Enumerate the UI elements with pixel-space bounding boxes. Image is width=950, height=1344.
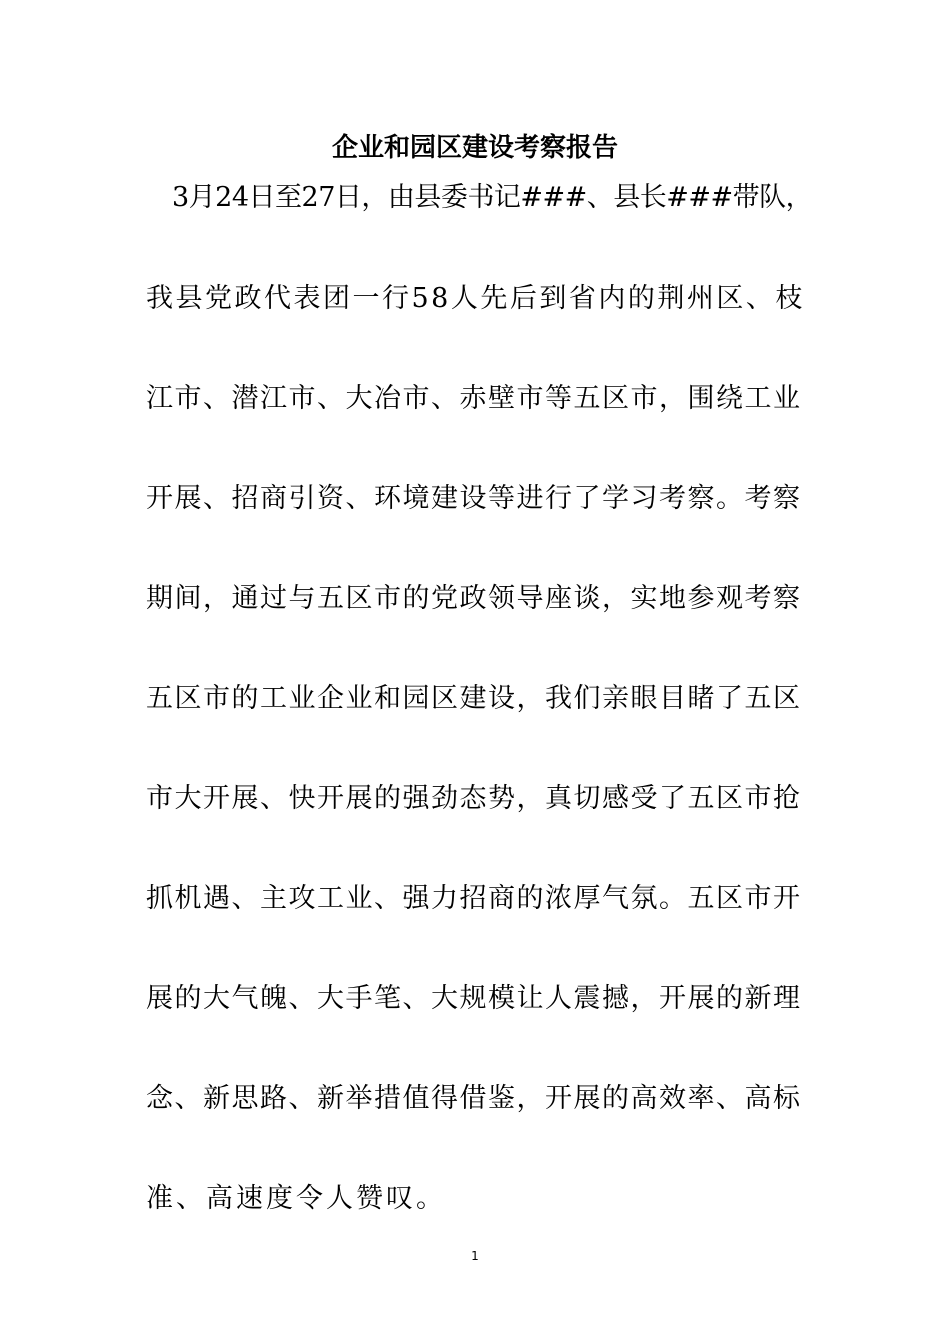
paragraph-line-2: 我县党政代表团一行58人先后到省内的荆州区、枝 bbox=[146, 283, 805, 314]
paragraph-line-6: 五区市的工业企业和园区建设，我们亲眼目睹了五区 bbox=[146, 683, 802, 714]
paragraph-line-5: 期间，通过与五区市的党政领导座谈，实地参观考察 bbox=[146, 583, 802, 614]
paragraph-line-7: 市大开展、快开展的强劲态势，真切感受了五区市抢 bbox=[146, 783, 802, 814]
paragraph-line-1: 3月24日至27日，由县委书记###、县长###带队， bbox=[172, 182, 813, 213]
page-number: 1 bbox=[471, 1249, 479, 1263]
paragraph-line-3: 江市、潜江市、大冶市、赤壁市等五区市，围绕工业 bbox=[146, 383, 802, 414]
paragraph-line-4: 开展、招商引资、环境建设等进行了学习考察。考察 bbox=[146, 483, 802, 514]
paragraph-line-8: 抓机遇、主攻工业、强力招商的浓厚气氛。五区市开 bbox=[146, 883, 802, 914]
paragraph-line-10: 念、新思路、新举措值得借鉴，开展的高效率、高标 bbox=[146, 1083, 802, 1114]
paragraph-line-9: 展的大气魄、大手笔、大规模让人震撼，开展的新理 bbox=[146, 983, 802, 1014]
document-title: 企业和园区建设考察报告 bbox=[331, 133, 618, 163]
paragraph-line-11: 准、高速度令人赞叹。 bbox=[146, 1183, 446, 1214]
